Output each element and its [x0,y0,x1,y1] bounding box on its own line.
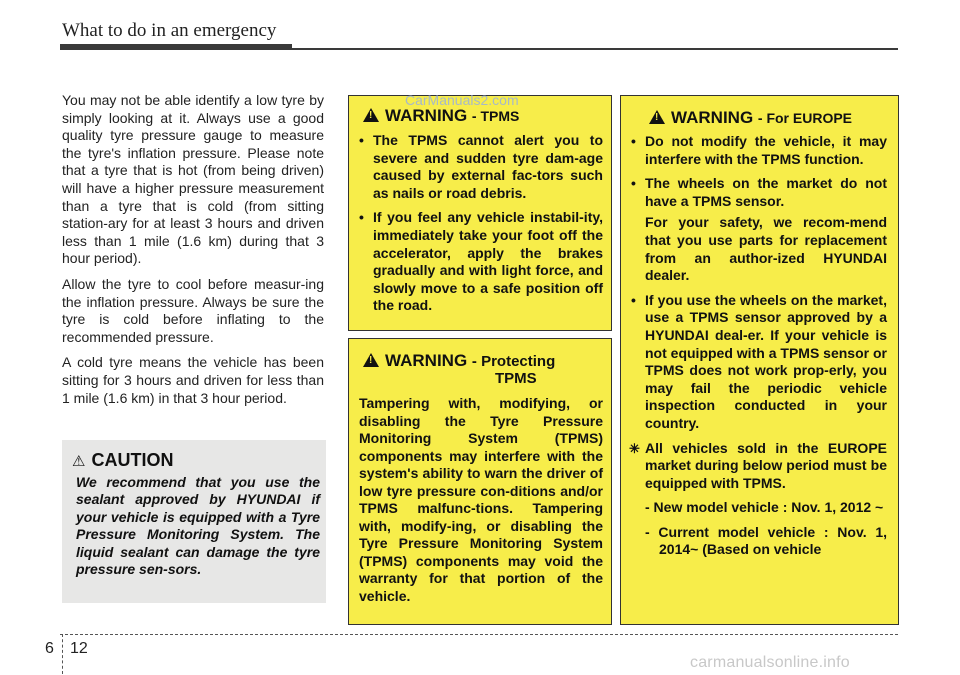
warning-protecting-subheading: - Protecting [471,353,556,370]
warning-europe-heading-text: WARNING [671,108,754,127]
caution-text: We recommend that you use the sealant approved by HYUNDAI if your vehicle is equipped with a Tyre Pressure Monitoring System. The liquid sealant can damage the tyre pressure sen-sors. [76,474,320,578]
caution-heading-text: CAUTION [91,450,174,470]
warning-tpms-heading-text: WARNING [385,106,468,125]
header-bar [60,44,292,50]
list-item-continuation: For your safety, we recom-mend that you use parts for replacement from an author-ized HYUNDAI dealer. [645,214,887,284]
warning-triangle-icon [363,353,379,367]
body-paragraph: Allow the tyre to cool before measur-ing the inflation pressure. Always be sure the tyre is cold before inflating to the recommended pressure. [62,275,324,345]
list-item: • The wheels on the market do not have a TPMS sensor. [629,175,887,210]
warning-tpms-box [348,95,612,331]
warning-europe-subheading: - For EUROPE [757,110,853,126]
body-paragraph: A cold tyre means the vehicle has been sitting for 3 hours and driven for less than 1 mile (1.6 km) in that 3 hour period. [62,354,324,406]
warning-protecting-heading-text: WARNING [385,351,468,370]
list-item: • The TPMS cannot alert you to severe and sudden tyre dam-age caused by external fac-tors such as nails or road debris. [357,132,603,202]
caution-box [62,440,326,603]
warning-protecting-heading [363,351,555,371]
caution-heading [72,450,173,471]
warning-europe-list [629,133,887,566]
caution-triangle-icon: ⚠ [72,453,86,470]
list-item: • Do not modify the vehicle, it may interfere with the TPMS function. [629,133,887,168]
footer-divider [60,634,898,635]
warning-tpms-subheading: - TPMS [471,108,520,124]
warning-protecting-box [348,338,612,625]
dash-item: - New model vehicle : Nov. 1, 2012 ~ [645,499,884,516]
watermark-bottom: carmanualsonline.info [690,654,850,671]
list-item: • If you use the wheels on the market, use a TPMS sensor approved by a HYUNDAI deal-er. If your vehicle is not equipped with a TPMS sensor or TPMS does not work prop-erly, you may fail the periodic vehicle inspection conducted in your country. [629,292,887,433]
page-header-title: What to do in an emergency [62,20,277,41]
body-paragraph: You may not be able identify a low tyre by simply looking at it. Always use a good quality tyre pressure gauge to measure the tyre's inflation pressure. Please note that a tyre that is hot (from being driven) will have a higher pressure measurement than a tyre that is cold (from sitting station-ary for at least 3 hours and driven less than 1 mile (1.6 km) during that 3 hour period). [62,92,324,267]
list-item: • If you feel any vehicle instabil-ity, immediately take your foot off the accelerator, apply the brakes gradually and with light force, and slowly move to a safe position off the road. [357,209,603,315]
warning-triangle-icon [363,108,379,122]
warning-protecting-subheading-2: TPMS [495,370,537,387]
chapter-number: 6 [45,640,54,657]
star-note: ✳ All vehicles sold in the EUROPE market during below period must be equipped with TPMS. [629,440,887,493]
page-number: 12 [70,640,88,657]
warning-tpms-heading [363,106,519,126]
body-text-column [62,92,324,415]
warning-europe-box [620,95,899,625]
warning-protecting-text: Tampering with, modifying, or disabling the Tyre Pressure Monitoring System (TPMS) components may interfere with the system's ability to warn the driver of low tyre pressure con-ditions and/or TPMS malfunc-tions. Tampering with, modify-ing, or disabling the Tyre Pressure Monitoring System (TPMS) components may void the warranty for that portion of the vehicle. [359,395,603,604]
watermark-top: CarManuals2.com [405,92,519,108]
footer-vertical-divider [62,634,63,674]
warning-tpms-list [357,132,603,322]
dash-item: - Current model vehicle : Nov. 1, 2014~ (Based on vehicle [645,523,887,558]
warning-triangle-icon [649,110,665,124]
header-rule [292,48,898,50]
warning-europe-heading [649,108,852,128]
